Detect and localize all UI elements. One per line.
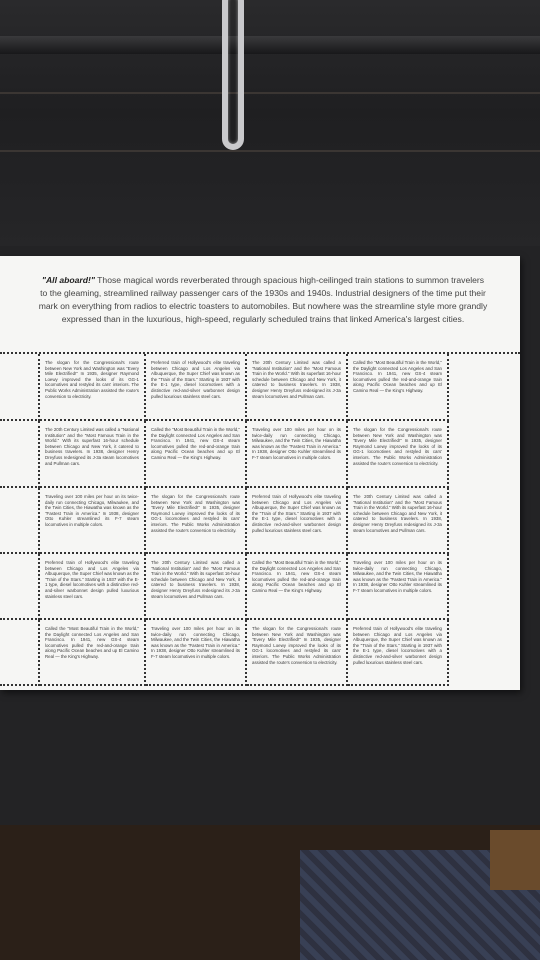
stamp-cell: Traveling over 100 miles per hour on its twice-daily run connecting Chicago, Milwaukee, and the Twin Cities, the Hiawatha was known as the "Fastest Train in America." In 1938, designer Otto Kuhler streamlined its F-7 steam locomotives in multiple colors.: [247, 421, 348, 488]
stitch-line: [0, 150, 540, 152]
stamp-cell: The slogan for the Congressional's route between New York and Washington was "Every Mile Electrified!" In 1935, designer Raymond Loewy improved the looks of its GG-1 locomotives and restyled its cars' interiors. The Public Works Administration assisted the route's conversion to electricity.: [40, 354, 146, 421]
stamp-cell: Preferred train of Hollywood's elite traveling between Chicago and Los Angeles via Albuquerque, the Super Chief was known as the "Train of the Stars." Starting in 1937 with the E-1 type, diesel locomotives with a distinctive red-and-silver warbonnet design pulled luxurious stainless steel cars.: [247, 488, 348, 554]
stamp-cell: Traveling over 100 miles per hour on its twice-daily run connecting Chicago, Milwaukee, and the Twin Cities, the Hiawatha was known as the "Fastest Train in America." In 1938, designer Otto Kuhler streamlined its F-7 steam locomotives in multiple colors.: [348, 554, 449, 620]
stamp-cell: The slogan for the Congressional's route between New York and Washington was "Every Mile Electrified!" In 1935, designer Raymond Loewy improved the looks of its GG-1 locomotives and restyled its cars' interiors. The Public Works Administration assisted the route's conversion to electricity.: [247, 620, 348, 686]
stamp-cell: The 20th Century Limited was called a "National Institution" and the "Most Famous Train in the World." With its superfast 16-hour schedule between Chicago and New York, it catered to business travelers. In 1938, designer Henry Dreyfuss redesigned its J-3a steam locomotives and Pullman cars.: [247, 354, 348, 421]
stamp-cell: Preferred train of Hollywood's elite traveling between Chicago and Los Angeles via Albuquerque, the Super Chief was known as the "Train of the Stars." Starting in 1937 with the E-1 type, diesel locomotives with a distinctive red-and-silver warbonnet design pulled luxurious stainless steel cars.: [348, 620, 449, 686]
stamp-cell: Traveling over 100 miles per hour on its twice-daily run connecting Chicago, Milwaukee, and the Twin Cities, the Hiawatha was known as the "Fastest Train in America." In 1938, designer Otto Kuhler streamlined its F-7 steam locomotives in multiple colors.: [40, 488, 146, 554]
stamp-sheet-page: [0, 256, 520, 690]
stamp-cell: Called the "Most Beautiful Train in the World," the Daylight connected Los Angeles and San Francisco. In 1941, new GS-4 steam locomotives pulled the red-and-orange train along Pacific Ocean beaches and up El Camino Real — the King's Highway.: [146, 421, 247, 488]
stamp-cell: Preferred train of Hollywood's elite traveling between Chicago and Los Angeles via Albuquerque, the Super Chief was known as the "Train of the Stars." Starting in 1937 with the E-1 type, diesel locomotives with a distinctive red-and-silver warbonnet design pulled luxurious stainless steel cars.: [146, 354, 247, 421]
stamp-margin: [0, 354, 40, 421]
stamp-cell: Called the "Most Beautiful Train in the World," the Daylight connected Los Angeles and San Francisco. In 1941, new GS-4 steam locomotives pulled the red-and-orange train along Pacific Ocean beaches and up El Camino Real — the King's Highway.: [348, 354, 449, 421]
stamp-cell: The 20th Century Limited was called a "National Institution" and the "Most Famous Train in the World." With its superfast 16-hour schedule between Chicago and New York, it catered to business travelers. In 1938, designer Henry Dreyfuss redesigned its J-3a steam locomotives and Pullman cars.: [40, 421, 146, 488]
stamp-grid: [0, 352, 520, 686]
stamp-margin: [0, 620, 40, 686]
stamp-cell: The slogan for the Congressional's route between New York and Washington was "Every Mile Electrified!" In 1935, designer Raymond Loewy improved the looks of its GG-1 locomotives and restyled its cars' interiors. The Public Works Administration assisted the route's conversion to electricity.: [348, 421, 449, 488]
stamp-cell: The slogan for the Congressional's route between New York and Washington was "Every Mile Electrified!" In 1935, designer Raymond Loewy improved the looks of its GG-1 locomotives and restyled its cars' interiors. The Public Works Administration assisted the route's conversion to electricity.: [146, 488, 247, 554]
stamp-cell: The 20th Century Limited was called a "National Institution" and the "Most Famous Train in the World." With its superfast 16-hour schedule between Chicago and New York, it catered to business travelers. In 1938, designer Henry Dreyfuss redesigned its J-3a steam locomotives and Pullman cars.: [348, 488, 449, 554]
intro-body: Those magical words reverberated through spacious high-ceilinged train stations to summon travelers to the gleaming, streamlined railway passenger cars of the 1930s and 1940s. Industrial designers of the time put their mark on everything from radios to electric toasters to automobiles. But nowhere was the streamline style more grandly expressed than in the luxurious, high-speed, regularly scheduled trains that linked America's largest cities.: [38, 275, 488, 324]
binder-sheet-edge: [0, 36, 540, 54]
intro-lead: "All aboard!": [41, 275, 95, 285]
stamp-cell: The 20th Century Limited was called a "National Institution" and the "Most Famous Train in the World." With its superfast 16-hour schedule between Chicago and New York, it catered to business travelers. In 1938, designer Henry Dreyfuss redesigned its J-3a steam locomotives and Pullman cars.: [146, 554, 247, 620]
stamp-cell: Traveling over 100 miles per hour on its twice-daily run connecting Chicago, Milwaukee, and the Twin Cities, the Hiawatha was known as the "Fastest Train in America." In 1938, designer Otto Kuhler streamlined its F-7 steam locomotives in multiple colors.: [146, 620, 247, 686]
stitch-line: [0, 92, 540, 94]
intro-text: [38, 274, 488, 326]
light-patch: [490, 830, 540, 890]
stamp-cell: Called the "Most Beautiful Train in the World," the Daylight connected Los Angeles and San Francisco. In 1941, new GS-4 steam locomotives pulled the red-and-orange train along Pacific Ocean beaches and up El Camino Real — the King's Highway.: [40, 620, 146, 686]
stamp-cell: Preferred train of Hollywood's elite traveling between Chicago and Los Angeles via Albuquerque, the Super Chief was known as the "Train of the Stars." Starting in 1937 with the E-1 type, diesel locomotives with a distinctive red-and-silver warbonnet design pulled luxurious stainless steel cars.: [40, 554, 146, 620]
stamp-margin: [0, 554, 40, 620]
stamp-cell: Called the "Most Beautiful Train in the World," the Daylight connected Los Angeles and San Francisco. In 1941, new GS-4 steam locomotives pulled the red-and-orange train along Pacific Ocean beaches and up El Camino Real — the King's Highway.: [247, 554, 348, 620]
binder-ring: [222, 0, 244, 150]
stamp-margin: [0, 421, 40, 488]
binder-cover: [0, 0, 540, 250]
stamp-margin: [0, 488, 40, 554]
